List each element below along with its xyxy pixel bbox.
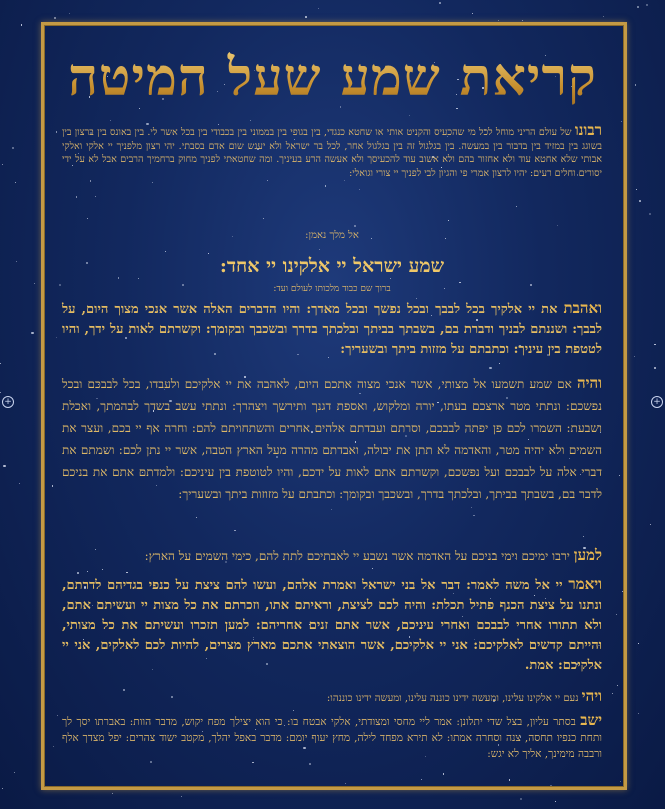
yoshev-paragraph — [62, 712, 602, 762]
star-dot — [0, 392, 1, 393]
star-dot — [638, 713, 639, 714]
star-dot — [21, 24, 23, 26]
star-dot — [2, 164, 3, 165]
star-dot — [638, 643, 639, 644]
star-dot — [637, 6, 639, 8]
star-dot — [318, 8, 319, 9]
star-dot — [16, 261, 17, 262]
star-dot — [14, 772, 15, 773]
vehaya-lead: והיה — [576, 374, 602, 392]
star-dot — [305, 16, 307, 18]
yoshev-text: בסתר עליון, בצל שדי יתלונן: אמר ליי מחסי ומצודתי, אלקי אבטח בו: כי הוא יצילך מפח יקוש, מדבר הוות: באברתו יסך לך ותחת כנפיו תחסה, צנה וסחרה אמתו: לא תירא מפחד לילה, מחץ יעוף יומם: מדבר באפל יהלך, מקטב ישוד צהרים: יפל מצדך אלף ורבבה מימינך, אליך לא יגש: — [62, 716, 602, 760]
star-dot — [639, 200, 641, 202]
vihi-paragraph — [62, 687, 602, 706]
vayomer-text: יי אל משה לאמר: דבר אל בני ישראל ואמרת אלהם, ועשו להם ציצת על כנפי בגדיהם לדרתם, ונתנו על ציצת הכנף פתיל תכלת: והיה לכם לציצת, וראיתם אתו, וזכרתם את כל מצות יי ועשיתם אתם, ולא תתורו אחרי לבבכם ואחרי עיניכם, אשר אתם זנים אחריהם: למען תזכרו ועשיתם את כל מצותי, והייתם קדשים לאלקיכם: אני יי אלקיכם, אשר הוצאתי אתכם מארץ מצרים, להיות לכם לאלקים, אני יי אלקיכם: אמת. — [62, 578, 602, 673]
lemaan-text: ירבו ימיכם וימי בניכם על האדמה אשר נשבע יי לאבתיכם לתת להם, כימי השמים על הארץ: — [144, 549, 570, 563]
lemaan-lead: למען — [573, 546, 602, 564]
star-dot — [15, 182, 16, 183]
star-dot — [650, 524, 651, 525]
star-dot — [31, 332, 33, 334]
star-dot — [112, 793, 113, 794]
yoshev-lead: ישב — [580, 711, 603, 729]
star-dot — [634, 356, 635, 357]
veahavta-text: את יי אלקיך בכל לבבך ובכל נפשך ובכל מאדך: והיו הדברים האלה אשר אנכי מצוך היום, על לבבך: ושננתם לבניך ודברת בם, בשבתך בביתך ובלכתך בדרך ובשכבך ובקומך: וקשרתם לאות על ידך, והיו לטטפת בין עיניך: וכתבתם על מזזות ביתך ובשעריך: — [62, 302, 602, 357]
star-dot — [635, 84, 636, 85]
star-dot — [654, 367, 656, 369]
el-melech-line: אל מלך נאמן: — [305, 230, 359, 241]
star-dot — [54, 17, 56, 19]
star-dot — [3, 465, 5, 467]
vayomer-paragraph — [62, 574, 602, 676]
star-dot — [69, 13, 70, 14]
page-title: קריאת שמע שעל המיטה — [60, 38, 605, 118]
vehaya-text: אם שמע תשמעו אל מצותי, אשר אנכי מצוה אתכם היום, לאהבה את יי אלקיכם ולעבדו, בכל לבבכם ובכל נפשכם: ונתתי מטר ארצכם בעתו, יורה ומלקוש, ואספת דגנך ותירשך ויצהרך: ונתתי עשב בשדך לבהמתך, ואכלת ושבעת: השמרו לכם פן יפתה לבבכם, וסרתם ועבדתם אלהים אחרים והשתחויתם להם: וחרה אף יי בכם, ועצר את השמים ולא יהיה מטר, והאדמה לא תתן את יבולה, ואבדתם מהרה מעל הארץ הטבה, אשר יי נתן לכם: ושמתם את דברי אלה על לבבכם ועל נפשכם, וקשרתם אתם לאות על ידכם, והיו לטוטפת בין עיניכם: ולמדתם אתם את בניכם לדבר בם, בשבתך בביתך, ובלכתך בדרך, ובשכבך ובקומך: וכתבתם על מזוזות ביתך ובשעריך: — [62, 377, 602, 501]
vayomer-lead: ויאמר — [568, 575, 602, 593]
star-dot — [520, 798, 522, 800]
star-dot — [646, 4, 647, 5]
lemaan-paragraph — [62, 544, 602, 567]
star-dot — [654, 344, 655, 345]
left-edge-marker-icon: + — [2, 396, 14, 408]
right-edge-marker-icon: + — [651, 396, 663, 408]
veahavta-paragraph — [62, 298, 602, 360]
star-dot — [439, 2, 441, 4]
star-dot — [649, 213, 651, 215]
ribono-text: של עולם הריני מוחל לכל מי שהכעיס והקניט אותי או שחטא כנגדי, בין בגופי בין בממוני בין בכבודי בין בכל אשר לי. בין באונס בין ברצון בין בשוגג בין במזיד בין בדבור בין במעשה. בין בגלגול זה בין בגלגול אחר, לכל בר ישראל ולא יענש שום אדם בסבתי. יהי רצון מלפניך יי אלקי ואלקי אבותי שלא אחטא עוד ולא אחזור בהם ולא אשוב עוד להכעיסך ולא אעשה הרע בעיניך. ומה שחטאתי לפניך מחוק ברחמיך הרבים אבל לא על ידי יסורים וחלים רעים: יהיו לרצון אמרי פי והגיון לבי לפניך יי צורי וגואלי: — [62, 127, 602, 179]
star-dot — [555, 801, 556, 802]
star-dot — [603, 16, 604, 17]
star-dot — [19, 483, 20, 484]
star-dot — [2, 788, 3, 789]
star-dot — [12, 147, 14, 149]
star-dot — [0, 363, 1, 364]
vihi-text: נעם יי אלקינו עלינו, ומעשה ידינו כוננה עלינו, ומעשה ידינו כוננהו: — [326, 693, 579, 704]
vehaya-paragraph — [62, 372, 602, 505]
veahavta-lead: ואהבת — [563, 299, 602, 317]
star-dot — [498, 20, 499, 21]
star-dot — [636, 189, 637, 190]
ribono-lead: רבונו — [574, 121, 602, 139]
star-dot — [522, 20, 523, 21]
vihi-lead: ויהי — [581, 687, 602, 705]
star-dot — [181, 796, 182, 797]
baruch-line: ברוך שם כבוד מלכותו לעולם ועד: — [273, 284, 391, 294]
ribono-paragraph — [62, 121, 602, 180]
shema-line: שמע ישראל יי אלקינו יי אחד: — [219, 255, 445, 277]
star-dot — [34, 283, 35, 284]
star-dot — [472, 13, 473, 14]
